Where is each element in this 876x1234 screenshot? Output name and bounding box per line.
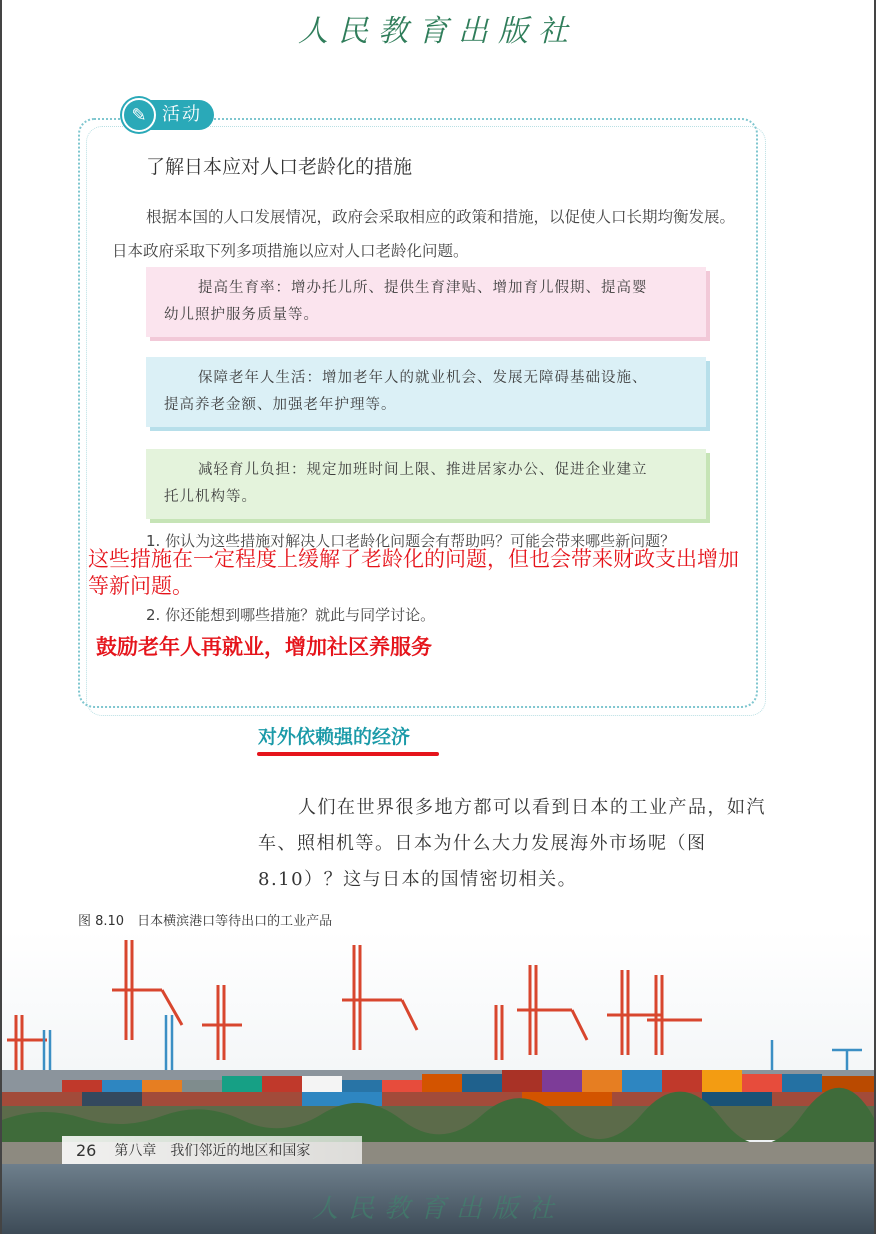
activity-badge <box>122 96 214 134</box>
measure-text: 保障老年人生活：增加老年人的就业机会、发展无障碍基础设施、 <box>198 370 648 386</box>
question-2: 2. 你还能想到哪些措施？就此与同学讨论。 <box>146 606 436 624</box>
activity-badge-label: 活动 <box>146 100 214 130</box>
page-number: 26 <box>76 1140 97 1160</box>
body-paragraph-text: 人们在世界很多地方都可以看到日本的工业产品，如汽车、照相机等。日本为什么大力发展海外市场呢（图8.10）？这与日本的国情密切相关。 <box>258 797 766 890</box>
heading-underline <box>257 752 439 756</box>
measure-box-childcare <box>146 449 706 519</box>
measure-text: 幼儿照护服务质量等。 <box>164 307 319 323</box>
publisher-logo-bottom: 人民教育出版社 <box>311 1194 564 1224</box>
measure-text: 提高生育率：增办托儿所、提供生育津贴、增加育儿假期、提高婴 <box>198 280 648 296</box>
measure-text: 减轻育儿负担：规定加班时间上限、推进居家办公、促进企业建立 <box>198 462 648 478</box>
activity-intro: 根据本国的人口发展情况，政府会采取相应的政策和措施，以促使人口长期均衡发展。日本政府采取下列多项措施以应对人口老龄化问题。 <box>112 208 736 260</box>
publisher-logo-top: 人民教育出版社 <box>298 14 578 49</box>
handwritten-answer-2: 鼓励老年人再就业，增加社区养服务 <box>96 635 432 659</box>
activity-icon: ✎ <box>122 98 156 132</box>
figure-caption: 图 8.10 日本横滨港口等待出口的工业产品 <box>78 914 333 929</box>
measure-box-fertility <box>146 267 706 337</box>
measure-box-elderly <box>146 357 706 427</box>
section-heading: 对外依赖强的经济 <box>258 726 411 748</box>
page-footer <box>62 1136 362 1164</box>
measure-text: 提高养老金额、加强老年护理等。 <box>164 397 397 413</box>
activity-title: 了解日本应对人口老龄化的措施 <box>146 156 413 178</box>
question-1: 1. 你认为这些措施对解决人口老龄化问题会有帮助吗？可能会带来哪些新问题？ <box>146 532 676 550</box>
chapter-title: 我们邻近的地区和国家 <box>170 1143 311 1159</box>
chapter-label: 第八章 <box>114 1143 157 1159</box>
body-paragraph <box>258 790 768 898</box>
handwritten-answer-1: 这些措施在一定程度上缓解了老龄化的问题，但也会带来财政支出增加等新问题。 <box>88 547 739 598</box>
measure-text: 托儿机构等。 <box>164 489 257 505</box>
